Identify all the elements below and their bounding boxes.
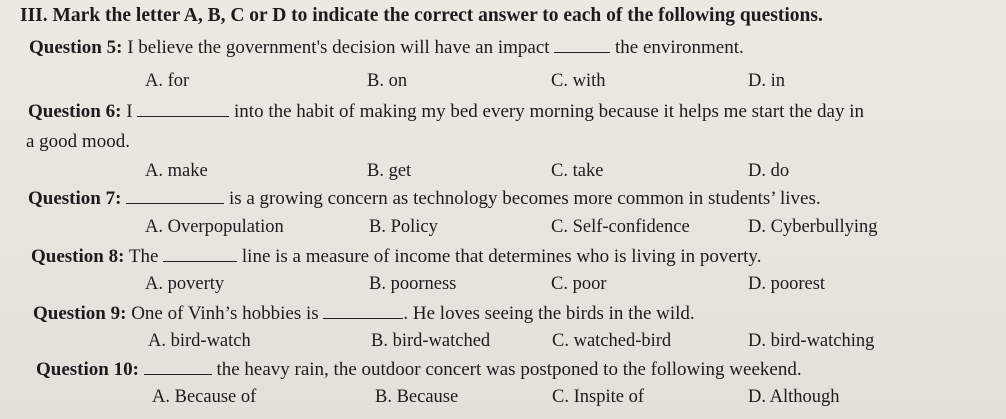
question-6-option-b[interactable]: B. get (367, 161, 412, 181)
question-5-blank[interactable] (554, 38, 610, 53)
question-7-option-c[interactable]: C. Self-confidence (551, 217, 690, 237)
question-7-blank[interactable] (126, 189, 224, 204)
question-5-text-after: the environment. (610, 37, 744, 58)
question-9-text-after: . He loves seeing the birds in the wild. (403, 303, 695, 324)
question-9-text-before: One of Vinh’s hobbies is (126, 303, 324, 324)
question-5-option-c[interactable]: C. with (551, 71, 606, 91)
question-9-option-b[interactable]: B. bird-watched (371, 331, 491, 351)
question-7-option-a[interactable]: A. Overpopulation (145, 217, 284, 237)
question-10-option-c[interactable]: C. Inspite of (552, 387, 644, 407)
question-9-option-c[interactable]: C. watched-bird (552, 331, 672, 351)
question-9-option-a[interactable]: A. bird-watch (148, 331, 251, 351)
question-7-text-after: is a growing concern as technology becomes more common in students’ lives. (224, 188, 821, 209)
section-heading: III. Mark the letter A, B, C or D to indicate the correct answer to each of the following questions. (20, 5, 823, 26)
question-9-stem (33, 303, 695, 325)
question-7-option-d[interactable]: D. Cyberbullying (748, 217, 878, 237)
question-6-option-d[interactable]: D. do (748, 161, 790, 181)
question-8-label: Question 8: (31, 246, 125, 267)
question-7-label: Question 7: (28, 188, 122, 209)
question-6-option-c[interactable]: C. take (551, 161, 604, 181)
question-8-stem (31, 246, 761, 268)
question-8-option-c[interactable]: C. poor (551, 274, 607, 294)
question-10-stem (36, 359, 802, 381)
question-7-option-b[interactable]: B. Policy (369, 217, 438, 237)
question-5-stem (29, 37, 744, 59)
question-10-label: Question 10: (36, 359, 139, 380)
question-9-blank[interactable] (323, 304, 403, 319)
question-8-text-before: The (124, 246, 164, 267)
question-8-blank[interactable] (163, 247, 237, 262)
question-8-option-b[interactable]: B. poorness (369, 274, 457, 294)
question-10-option-a[interactable]: A. Because of (152, 387, 257, 407)
question-6-text-before: I (121, 101, 138, 122)
question-5-label: Question 5: (29, 37, 123, 58)
question-8-option-a[interactable]: A. poverty (145, 274, 225, 294)
question-5-text-before: I believe the government's decision will have an impact (122, 37, 555, 58)
question-6-text-after: into the habit of making my bed every morning because it helps me start the day in (229, 101, 865, 122)
question-10-option-b[interactable]: B. Because (375, 387, 459, 407)
question-6-option-a[interactable]: A. make (145, 161, 208, 181)
question-6-blank[interactable] (137, 102, 229, 117)
question-10-blank[interactable] (144, 360, 212, 375)
question-8-option-d[interactable]: D. poorest (748, 274, 826, 294)
question-10-text-after: the heavy rain, the outdoor concert was postponed to the following weekend. (211, 359, 802, 380)
question-6-stem (28, 101, 864, 123)
question-10-option-d[interactable]: D. Although (748, 387, 840, 407)
question-5-option-a[interactable]: A. for (145, 71, 190, 91)
question-5-option-b[interactable]: B. on (367, 71, 408, 91)
question-5-option-d[interactable]: D. in (748, 71, 785, 91)
question-6-label: Question 6: (28, 101, 122, 122)
question-9-option-d[interactable]: D. bird-watching (748, 331, 875, 351)
question-7-stem (28, 188, 821, 210)
question-8-text-after: line is a measure of income that determines who is living in poverty. (237, 246, 762, 267)
question-6-continuation: a good mood. (26, 131, 130, 152)
question-9-label: Question 9: (33, 303, 127, 324)
